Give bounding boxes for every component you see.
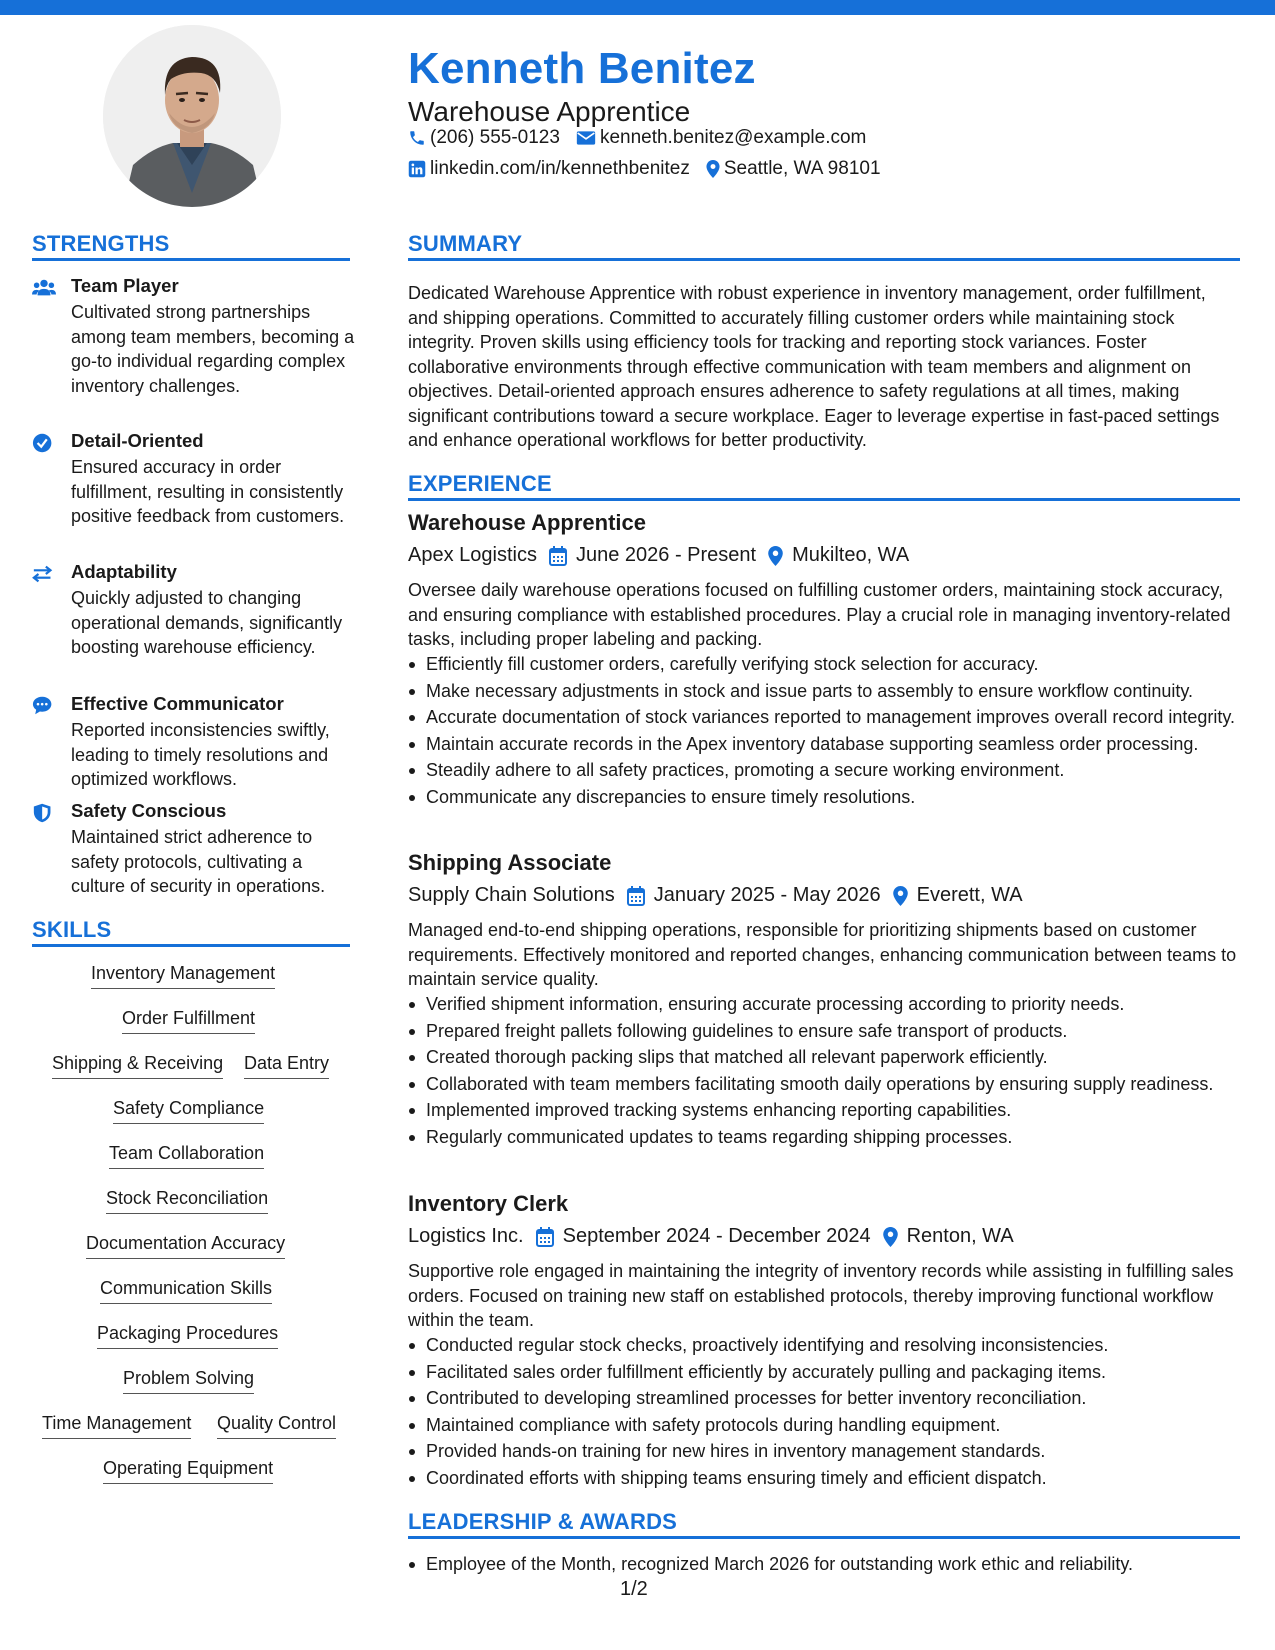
list-item: Verified shipment information, ensuring accurate processing according to priority needs. — [408, 992, 1240, 1017]
skill-tag: Order Fulfillment — [122, 1008, 255, 1034]
job-description: Managed end-to-end shipping operations, responsible for prioritizing shipments based on customer requirements. Effectively monitored and reported changes, enhancing communication between teams to maintain service quality. — [408, 920, 1237, 989]
leadership-rule — [408, 1536, 1240, 1539]
skill-tag: Documentation Accuracy — [86, 1233, 285, 1259]
list-item: Regularly communicated updates to teams regarding shipping processes. — [408, 1125, 1240, 1150]
skill-tag: Problem Solving — [123, 1368, 254, 1394]
job-meta — [408, 544, 909, 567]
skill-tag: Operating Equipment — [103, 1458, 273, 1484]
skill-tag: Safety Compliance — [113, 1098, 264, 1124]
contact-row-1 — [408, 127, 882, 149]
candidate-title: Warehouse Apprentice — [408, 96, 691, 127]
list-item: Make necessary adjustments in stock and issue parts to assembly to ensure workflow continuity. — [408, 679, 1240, 704]
contact-row-2 — [408, 158, 897, 180]
list-item: Maintain accurate records in the Apex inventory database supporting seamless order processing. — [408, 732, 1240, 757]
skill-tag: Stock Reconciliation — [106, 1188, 268, 1214]
list-item: Communicate any discrepancies to ensure timely resolutions. — [408, 785, 1240, 810]
list-item: Created thorough packing slips that matched all relevant paperwork efficiently. — [408, 1045, 1240, 1070]
location-contact — [706, 158, 881, 180]
job-dates: June 2026 - Present — [575, 544, 757, 566]
job-title: Inventory Clerk — [408, 1191, 569, 1216]
job-bullet-list — [408, 652, 1240, 811]
phone-icon — [408, 129, 426, 147]
list-item: Implemented improved tracking systems enhancing reporting capabilities. — [408, 1098, 1240, 1123]
calendar-icon — [627, 886, 645, 906]
users-icon — [32, 277, 56, 299]
strength-description: Maintained strict adherence to safety protocols, cultivating a culture of security in operations. — [71, 827, 326, 896]
envelope-icon — [576, 130, 596, 146]
strength-title: Safety Conscious — [71, 800, 227, 821]
list-item: Facilitated sales order fulfillment efficiently by accurately pulling and packaging items. — [408, 1360, 1240, 1385]
list-item: Contributed to developing streamlined processes for better inventory reconciliation. — [408, 1386, 1240, 1411]
job-location: Renton, WA — [906, 1225, 1014, 1247]
summary-text: Dedicated Warehouse Apprentice with robust experience in inventory management, order fulfillment, and shipping operations. Committed to accurately filling customer orders while maintaining stock integrity. Proven skills using efficiency tools for tracking and reporting stock variances. Foster collaborative environments through effective communication with team members and alignment on objectives. Detail-oriented approach ensures adherence to safety regulations at all times, making significant contributions toward a secure workplace. Eager to leverage expertise in fast-paced settings and enhance operational workflows for better productivity. — [408, 283, 1220, 450]
linkedin-icon — [408, 160, 426, 178]
list-item: Conducted regular stock checks, proactively identifying and resolving inconsistencies. — [408, 1333, 1240, 1358]
phone-text: (206) 555-0123 — [430, 127, 560, 148]
job-dates: September 2024 - December 2024 — [562, 1225, 871, 1247]
list-item: Collaborated with team members facilitating smooth daily operations by ensuring supply readiness. — [408, 1072, 1240, 1097]
skill-tag: Team Collaboration — [109, 1143, 264, 1169]
job-company: Apex Logistics — [408, 544, 537, 566]
strength-title: Team Player — [71, 275, 179, 296]
page-indicator: 1/2 — [620, 1578, 648, 1600]
strengths-heading: STRENGTHS — [32, 231, 170, 256]
strength-description: Ensured accuracy in order fulfillment, resulting in consistently positive feedback from customers. — [71, 457, 345, 526]
experience-heading: EXPERIENCE — [408, 471, 552, 496]
skill-tag: Packaging Procedures — [97, 1323, 278, 1349]
calendar-icon — [549, 546, 567, 566]
job-bullet-list — [408, 992, 1240, 1151]
top-accent-bar — [0, 0, 1275, 15]
profile-photo — [103, 25, 281, 207]
map-pin-icon — [893, 886, 908, 906]
list-item: Accurate documentation of stock variances reported to management improves overall record integrity. — [408, 705, 1240, 730]
phone-contact[interactable] — [408, 127, 560, 149]
linkedin-contact[interactable] — [408, 158, 690, 180]
skill-tag: Data Entry — [244, 1053, 329, 1079]
list-item: Efficiently fill customer orders, carefully verifying stock selection for accuracy. — [408, 652, 1240, 677]
skills-heading: SKILLS — [32, 917, 112, 942]
strength-title: Adaptability — [71, 561, 177, 582]
map-pin-icon — [883, 1227, 898, 1247]
strengths-rule — [32, 258, 350, 261]
map-pin-icon — [768, 546, 783, 566]
leadership-list — [408, 1552, 1240, 1579]
profile-photo-illustration — [103, 25, 281, 207]
calendar-icon — [536, 1227, 554, 1247]
leadership-heading: LEADERSHIP & AWARDS — [408, 1509, 678, 1534]
summary-rule — [408, 258, 1240, 261]
strength-title: Detail-Oriented — [71, 430, 204, 451]
strength-description: Cultivated strong partnerships among team members, becoming a go-to individual regarding complex inventory challenges. — [71, 302, 355, 396]
list-item: Provided hands-on training for new hires in inventory management standards. — [408, 1439, 1240, 1464]
candidate-name: Kenneth Benitez — [408, 44, 756, 93]
skill-tag: Inventory Management — [91, 963, 275, 989]
job-bullet-list — [408, 1333, 1240, 1492]
email-text: kenneth.benitez@example.com — [599, 127, 867, 148]
job-meta — [408, 1225, 1014, 1248]
chat-bubble-icon — [32, 695, 56, 717]
skill-tag: Time Management — [42, 1413, 191, 1439]
experience-rule — [408, 498, 1240, 501]
skill-tag: Communication Skills — [100, 1278, 272, 1304]
job-title: Warehouse Apprentice — [408, 510, 646, 535]
email-contact[interactable] — [576, 127, 866, 149]
job-meta — [408, 884, 1023, 907]
strength-description: Quickly adjusted to changing operational demands, significantly boosting warehouse efficiency. — [71, 588, 343, 657]
job-company: Supply Chain Solutions — [408, 884, 615, 906]
skills-rule — [32, 944, 350, 947]
map-pin-icon — [706, 160, 720, 178]
shield-icon — [32, 802, 56, 824]
job-location: Mukilteo, WA — [792, 544, 910, 566]
list-item: Employee of the Month, recognized March 2026 for outstanding work ethic and reliability. — [408, 1552, 1240, 1577]
job-description: Oversee daily warehouse operations focused on fulfilling customer orders, maintaining stock accuracy, and ensuring compliance with established procedures. Play a crucial role in managing inventory-related tasks, including proper labeling and packing. — [408, 580, 1231, 649]
list-item: Maintained compliance with safety protocols during handling equipment. — [408, 1413, 1240, 1438]
strength-description: Reported inconsistencies swiftly, leading to timely resolutions and optimized workflows. — [71, 720, 330, 789]
job-description: Supportive role engaged in maintaining the integrity of inventory records while assisting in fulfilling sales orders. Focused on training new staff on established protocols, thereby improving functional workflow within the team. — [408, 1261, 1234, 1330]
job-company: Logistics Inc. — [408, 1225, 524, 1247]
check-circle-icon — [32, 432, 56, 454]
job-location: Everett, WA — [916, 884, 1023, 906]
job-dates: January 2025 - May 2026 — [653, 884, 881, 906]
linkedin-text: linkedin.com/in/kennethbenitez — [430, 158, 690, 179]
exchange-arrows-icon — [32, 563, 56, 585]
skill-tag: Quality Control — [217, 1413, 336, 1439]
summary-heading: SUMMARY — [408, 231, 523, 256]
list-item: Coordinated efforts with shipping teams ensuring timely and efficient dispatch. — [408, 1466, 1240, 1491]
list-item: Steadily adhere to all safety practices, promoting a secure working environment. — [408, 758, 1240, 783]
location-text: Seattle, WA 98101 — [723, 158, 881, 179]
strength-title: Effective Communicator — [71, 693, 284, 714]
skill-tag: Shipping & Receiving — [52, 1053, 223, 1079]
job-title: Shipping Associate — [408, 850, 612, 875]
list-item: Prepared freight pallets following guidelines to ensure safe transport of products. — [408, 1019, 1240, 1044]
